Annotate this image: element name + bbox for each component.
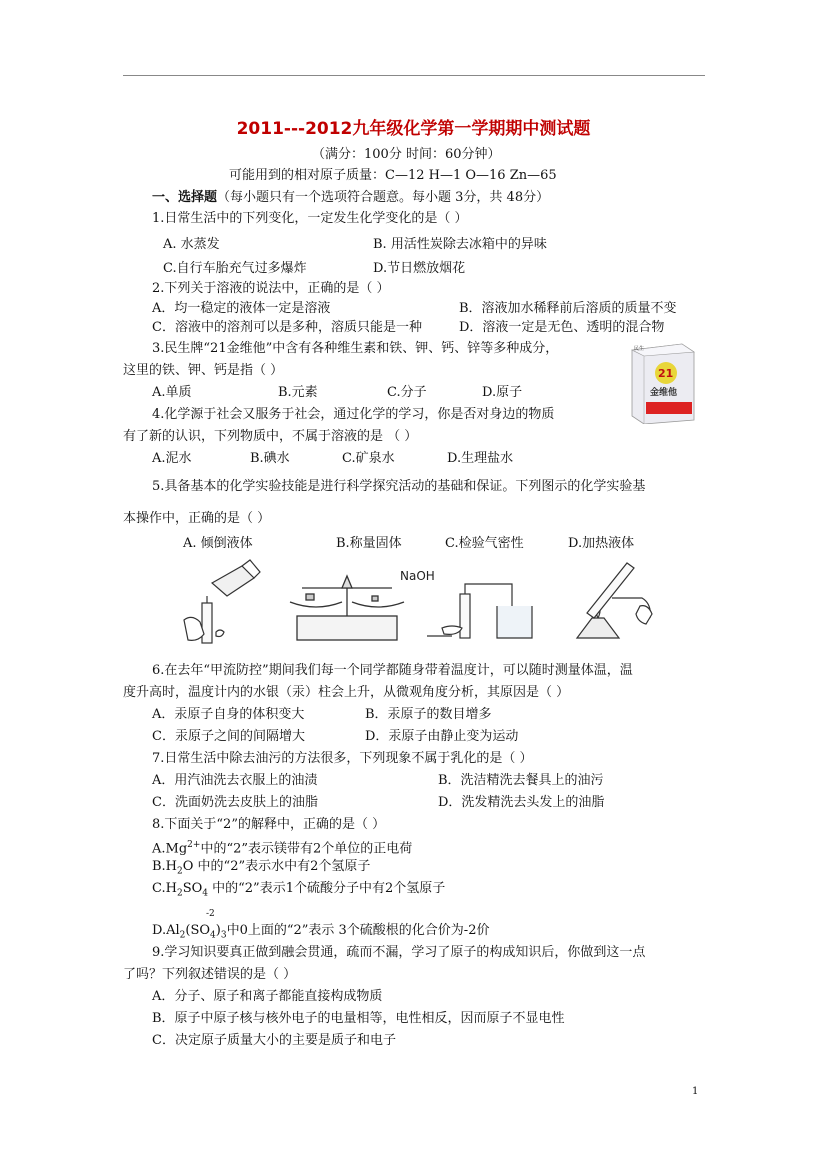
- q8-a-formula: A.Mg: [152, 841, 188, 857]
- page-title: 2011---2012九年级化学第一学期期中测试题: [236, 119, 591, 139]
- q5-option-d: D.加热液体: [568, 536, 635, 551]
- q6-stem-line2: 度升高时，温度计内的水银（汞）柱会上升，从微观角度分析，其原因是（ ）: [123, 685, 570, 700]
- q8-b-formula: B.H: [152, 859, 178, 874]
- q3-stem-line2: 这里的铁、钾、钙是指（ ）: [123, 363, 284, 378]
- q3-option-c: C.分子: [387, 385, 427, 400]
- q5-experiment-illustrations: [172, 558, 662, 648]
- q8-a-charge: 2+: [187, 840, 201, 850]
- q1-option-d: D.节日燃放烟花: [373, 261, 466, 276]
- page-number: 1: [692, 1086, 699, 1097]
- q9-option-a: A．分子、原子和离子都能直接构成物质: [152, 989, 383, 1004]
- heating-liquid-illustration: [577, 563, 652, 638]
- q2-stem: 2.下列关于溶液的说法中，正确的是（ ）: [152, 281, 390, 296]
- q5-stem-line2: 本操作中，正确的是（ ）: [123, 511, 271, 526]
- q8-d-paren: ): [215, 923, 221, 938]
- q8-d-text: 中0上面的“2”表示 3个硫酸根的化合价为-2价: [226, 923, 490, 938]
- q7-option-b: B．洗洁精洗去餐具上的油污: [438, 773, 604, 788]
- q8-d-subscript-al: 2: [179, 930, 186, 941]
- q7-stem: 7.日常生活中除去油污的方法很多，下列现象不属于乳化的是（ ）: [152, 751, 533, 766]
- pouring-liquid-illustration: [184, 560, 260, 643]
- airtightness-check-illustration: [427, 584, 532, 638]
- header-rule: [123, 75, 705, 76]
- q6-stem-line1: 6.在去年“甲流防控”期间我们每一个同学都随身带着温度计，可以随时测量体温，温: [152, 663, 633, 678]
- q9-stem-line1: 9.学习知识要真正做到融会贯通，疏而不漏，学习了原子的构成知识后，你做到这一点: [152, 945, 646, 960]
- q6-option-b: B．汞原子的数目增多: [365, 707, 492, 722]
- q1-stem: 1.日常生活中的下列变化，一定发生化学变化的是（ ）: [152, 211, 468, 226]
- q8-stem: 8.下面关于“2”的解释中，正确的是（ ）: [152, 817, 386, 832]
- q5-stem-line1: 5.具备基本的化学实验技能是进行科学探究活动的基础和保证。下列图示的化学实验基: [152, 479, 646, 494]
- box-name: 金维他: [650, 388, 678, 398]
- q8-option-c: [152, 880, 445, 903]
- q7-option-c: C．洗面奶洗去皮肤上的油脂: [152, 795, 318, 810]
- q8-option-b: [152, 858, 370, 881]
- q8-d-formula: D.Al: [152, 923, 180, 938]
- q2-option-c: C．溶液中的溶剂可以是多种，溶质只能是一种: [152, 320, 422, 335]
- q3-option-b: B.元素: [278, 385, 318, 400]
- q4-option-c: C.矿泉水: [342, 451, 395, 466]
- section-instructions: （每小题只有一个选项符合题意。每小题 3分，共 48分）: [217, 190, 550, 205]
- q8-c-subscript-o: 4: [202, 888, 208, 899]
- q2-option-a: A．均一稳定的液体一定是溶液: [152, 301, 331, 316]
- q5-option-a: A. 倾倒液体: [183, 536, 253, 551]
- q4-option-d: D.生理盐水: [447, 451, 514, 466]
- q4-option-b: B.碘水: [250, 451, 290, 466]
- q1-option-c: C.自行车胎充气过多爆炸: [163, 261, 307, 276]
- q8-c-formula-so: SO: [182, 881, 203, 896]
- q5-option-c: C.检验气密性: [445, 536, 524, 551]
- q2-option-b: B．溶液加水稀释前后溶质的质量不变: [459, 301, 677, 316]
- q8-d-formula-so: (SO: [185, 923, 211, 938]
- box-red-band: [646, 402, 692, 414]
- q7-option-d: D．洗发精洗去头发上的油脂: [438, 795, 605, 810]
- q1-option-b: B. 用活性炭除去冰箱中的异味: [373, 237, 547, 252]
- atomic-masses: 可能用到的相对原子质量：C—12 H—1 O—16 Zn—65: [229, 168, 557, 183]
- q8-d-subscript-3: 3: [220, 930, 227, 941]
- q4-option-a: A.泥水: [152, 451, 192, 466]
- q8-b-text: O 中的“2”表示水中有2个氢原子: [182, 859, 371, 874]
- box-brand: 民生: [634, 346, 645, 352]
- q8-option-a: [152, 837, 412, 857]
- q6-option-d: D．汞原子由静止变为运动: [365, 729, 519, 744]
- q8-c-subscript-h: 2: [176, 888, 183, 899]
- q4-stem-line1: 4.化学源于社会又服务于社会，通过化学的学习，你是否对身边的物质: [152, 407, 555, 422]
- section-heading: [152, 189, 549, 206]
- q9-option-b: B．原子中原子核与核外电子的电量相等，电性相反，因而原子不显电性: [152, 1011, 565, 1026]
- balance-scale-illustration: [290, 576, 404, 640]
- q1-option-a: A. 水蒸发: [163, 237, 220, 252]
- q3-option-a: A.单质: [152, 385, 192, 400]
- q5-option-b: B.称量固体: [336, 536, 402, 551]
- q8-d-subscript-o: 4: [210, 930, 216, 941]
- exam-info: （满分：100分 时间：60分钟）: [312, 147, 501, 162]
- q8-c-text: 中的“2”表示1个硫酸分子中有2个氢原子: [208, 881, 446, 896]
- q8-b-subscript: 2: [177, 866, 183, 877]
- q8-d-valence: -2: [206, 909, 215, 919]
- vitamin-box-image: [628, 340, 698, 424]
- q6-option-a: A．汞原子自身的体积变大: [152, 707, 305, 722]
- q7-option-a: A．用汽油洗去衣服上的油渍: [152, 773, 318, 788]
- q9-option-c: C．决定原子质量大小的主要是质子和电子: [152, 1033, 396, 1048]
- q2-option-d: D．溶液一定是无色、透明的混合物: [459, 320, 665, 335]
- q3-option-d: D.原子: [482, 385, 523, 400]
- q8-option-d: [152, 922, 489, 945]
- q8-a-text: 中的“2”表示镁带有2个单位的正电荷: [200, 841, 413, 857]
- box-number: 21: [658, 367, 674, 380]
- q8-c-formula: C.H: [152, 881, 177, 896]
- q4-stem-line2: 有了新的认识，下列物质中，不属于溶液的是 （ ）: [123, 429, 418, 444]
- section-label: 一、选择题: [152, 190, 218, 205]
- naoh-label: NaOH: [400, 569, 435, 583]
- q9-stem-line2: 了吗？下列叙述错误的是（ ）: [123, 967, 297, 982]
- q6-option-c: C．汞原子之间的间隔增大: [152, 729, 305, 744]
- q3-stem-line1: 3.民生牌“21金维他”中含有各种维生素和铁、钾、钙、锌等多种成分，: [152, 341, 559, 356]
